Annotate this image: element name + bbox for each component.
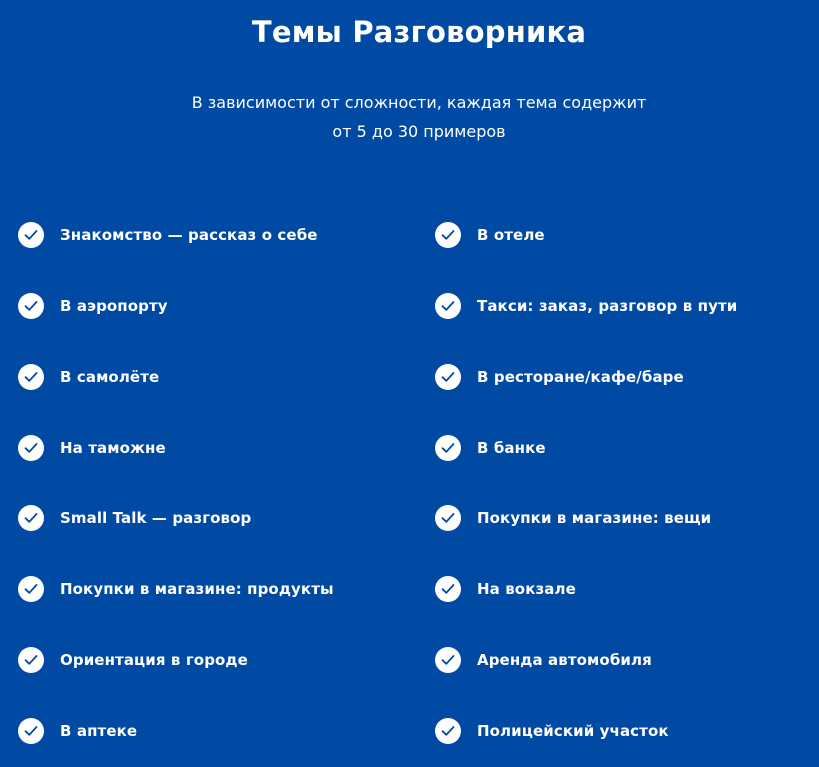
topic-label: Покупки в магазине: продукты — [60, 580, 334, 598]
topic-label: Такси: заказ, разговор в пути — [477, 297, 738, 315]
topic-item — [18, 364, 159, 390]
check-circle-icon — [18, 576, 44, 602]
check-circle-icon — [435, 364, 461, 390]
topic-item — [18, 222, 318, 248]
topic-item — [435, 364, 684, 390]
check-circle-icon — [18, 435, 44, 461]
topic-label: На таможне — [60, 439, 166, 457]
check-circle-icon — [435, 576, 461, 602]
check-circle-icon — [18, 718, 44, 744]
topic-label: Ориентация в городе — [60, 651, 248, 669]
check-circle-icon — [18, 364, 44, 390]
check-circle-icon — [18, 222, 44, 248]
topic-label: Полицейский участок — [477, 722, 669, 740]
topic-item — [18, 293, 168, 319]
topic-item — [435, 647, 652, 673]
topic-label: На вокзале — [477, 580, 576, 598]
topic-item — [18, 718, 137, 744]
check-circle-icon — [435, 293, 461, 319]
topic-item — [435, 222, 545, 248]
topic-label: Покупки в магазине: вещи — [477, 509, 712, 527]
topic-label: В ресторане/кафе/баре — [477, 368, 684, 386]
topic-label: Аренда автомобиля — [477, 651, 652, 669]
topic-label: В банке — [477, 439, 546, 457]
topic-item — [18, 435, 166, 461]
check-circle-icon — [435, 647, 461, 673]
topic-label: В аптеке — [60, 722, 138, 740]
topic-item — [18, 505, 251, 531]
page-title: Темы Разговорника — [251, 15, 587, 49]
check-circle-icon — [435, 435, 461, 461]
subtitle-line-1: В зависимости от сложности, каждая тема содержит — [191, 93, 647, 112]
check-circle-icon — [18, 505, 44, 531]
topic-item — [435, 718, 669, 744]
topic-label: В аэропорту — [60, 297, 168, 315]
topic-label: Small Talk — разговор — [60, 509, 252, 527]
topic-item — [18, 647, 248, 673]
topic-item — [435, 505, 711, 531]
topic-label: В отеле — [477, 226, 545, 244]
check-circle-icon — [435, 718, 461, 744]
topic-item — [18, 576, 334, 602]
check-circle-icon — [18, 647, 44, 673]
topic-item — [435, 293, 737, 319]
topic-item — [435, 576, 576, 602]
topic-item — [435, 435, 546, 461]
check-circle-icon — [18, 293, 44, 319]
topic-label: Знакомство — рассказ о себе — [60, 226, 318, 244]
check-circle-icon — [435, 222, 461, 248]
subtitle-line-2: от 5 до 30 примеров — [332, 122, 506, 141]
check-circle-icon — [435, 505, 461, 531]
topic-label: В самолёте — [60, 368, 160, 386]
